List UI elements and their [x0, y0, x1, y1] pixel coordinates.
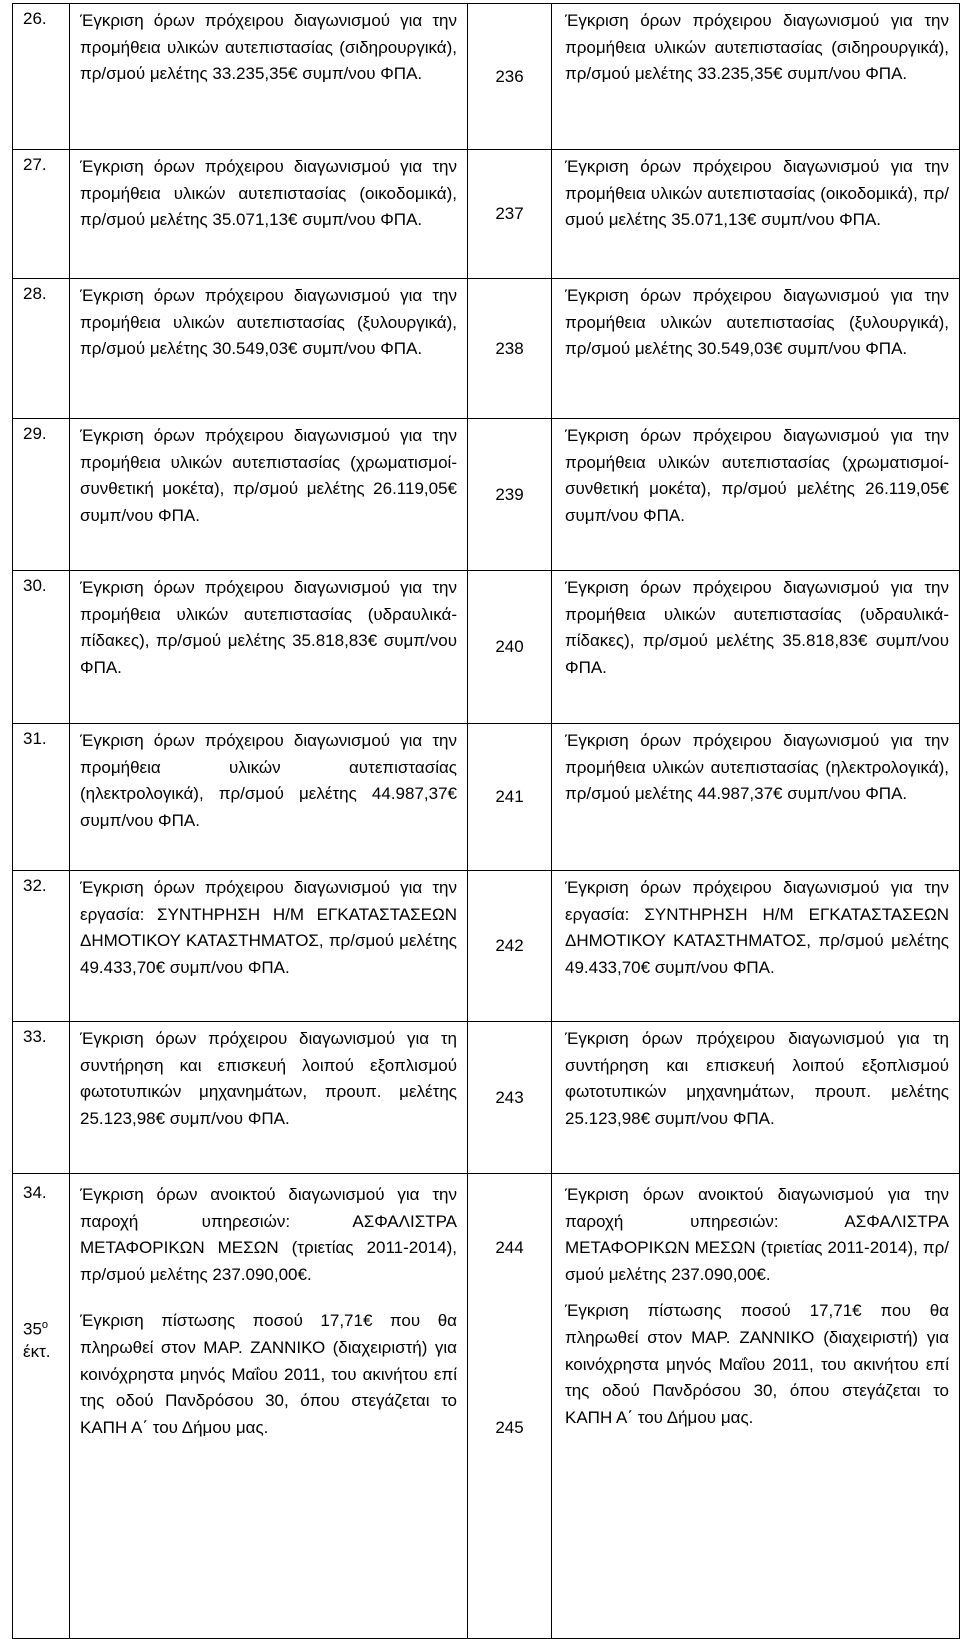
- item-number-cell: [13, 279, 70, 419]
- decisions-table: [12, 3, 960, 1639]
- decision-text-cell: [552, 279, 960, 419]
- subject-cell: [70, 1174, 468, 1639]
- item-subject: Έγκριση όρων πρόχειρου διαγωνισμού για τη συντήρηση και επισκευή λοιπού εξοπλισμού φωτοτυπικών μηχανημάτων, προυπ. μελέτης 25.123,98€ συμπ/νου ΦΠΑ.: [80, 1029, 457, 1128]
- item-number-cell: [13, 571, 70, 724]
- decision-number: 241: [495, 787, 524, 806]
- decision-number: 244: [495, 1238, 524, 1257]
- item-number-suffix: έκτ.: [23, 1341, 51, 1361]
- decision-text: Έγκριση όρων πρόχειρου διαγωνισμού για την προμήθεια υλικών αυτεπιστασίας (ξυλουργικά), πρ/σμού μελέτης 30.549,03€ συμπ/νου ΦΠΑ.: [565, 286, 949, 359]
- decision-number-cell: [468, 4, 552, 150]
- decision-number: 243: [495, 1087, 524, 1107]
- subject-cell: [70, 724, 468, 871]
- decision-text-cell: [552, 4, 960, 150]
- decision-number: 240: [495, 637, 524, 656]
- table-row: [13, 724, 960, 871]
- table-row: [13, 4, 960, 150]
- table-row: [13, 279, 960, 419]
- subject-cell: [70, 279, 468, 419]
- decision-number: 239: [495, 484, 524, 504]
- decision-text: Έγκριση όρων πρόχειρου διαγωνισμού για την εργασία: ΣΥΝΤΗΡΗΣΗ Η/Μ ΕΓΚΑΤΑΣΤΑΣΕΩΝ ΔΗΜΟΤΙΚΟΥ ΚΑΤΑΣΤΗΜΑΤΟΣ, πρ/σμού μελέτης 49.433,70€ συμπ/νου ΦΠΑ.: [565, 878, 949, 977]
- table-row: [13, 571, 960, 724]
- subject-cell: [70, 571, 468, 724]
- item-subject: Έγκριση όρων πρόχειρου διαγωνισμού για την προμήθεια υλικών αυτεπιστασίας (χρωματισμοί-συνθετική μοκέτα), πρ/σμού μελέτης 26.119,05€ συμπ/νου ΦΠΑ.: [80, 426, 457, 525]
- item-subject: Έγκριση όρων πρόχειρου διαγωνισμού για την προμήθεια υλικών αυτεπιστασίας (ηλεκτρολογικά), πρ/σμού μελέτης 44.987,37€ συμπ/νου ΦΠΑ.: [80, 731, 457, 830]
- item-number: 29.: [23, 424, 47, 443]
- decision-number-cell: [468, 1174, 552, 1639]
- subject-cell: [70, 1022, 468, 1174]
- item-number: 31.: [23, 729, 47, 748]
- decision-number-cell: [468, 150, 552, 279]
- decision-text: Έγκριση όρων πρόχειρου διαγωνισμού για την προμήθεια υλικών αυτεπιστασίας (χρωματισμοί-συνθετική μοκέτα), πρ/σμού μελέτης 26.119,05€ συμπ/νου ΦΠΑ.: [565, 426, 949, 525]
- item-number: 27.: [23, 155, 47, 174]
- decision-text-cell: [552, 419, 960, 571]
- item-number-cell: [13, 150, 70, 279]
- item-number: 33.: [23, 1027, 47, 1046]
- item-number-main: 35: [23, 1319, 42, 1339]
- subject-cell: [70, 150, 468, 279]
- item-subject: Έγκριση όρων πρόχειρου διαγωνισμού για την προμήθεια υλικών αυτεπιστασίας (σιδηρουργικά), πρ/σμού μελέτης 33.235,35€ συμπ/νου ΦΠΑ.: [80, 11, 457, 84]
- item-number-cell: [13, 1022, 70, 1174]
- decision-text-cell: [552, 724, 960, 871]
- item-number-stack: [23, 1182, 69, 1363]
- decision-number-cell: [468, 871, 552, 1022]
- item-subject: Έγκριση όρων πρόχειρου διαγωνισμού για την εργασία: ΣΥΝΤΗΡΗΣΗ Η/Μ ΕΓΚΑΤΑΣΤΑΣΕΩΝ ΔΗΜΟΤΙΚΟΥ ΚΑΤΑΣΤΗΜΑΤΟΣ, πρ/σμού μελέτης 49.433,70€ συμπ/νου ΦΠΑ.: [80, 878, 457, 977]
- item-number-ordinal: ο: [41, 1319, 49, 1331]
- item-subject: Έγκριση όρων πρόχειρου διαγωνισμού για την προμήθεια υλικών αυτεπιστασίας (ξυλουργικά), πρ/σμού μελέτης 30.549,03€ συμπ/νου ΦΠΑ.: [80, 286, 457, 359]
- decision-text: Έγκριση πίστωσης ποσού 17,71€ που θα πληρωθεί στον ΜΑΡ. ΖΑΝΝΙΚΟ (διαχειριστή) για κοινόχρηστα μηνός Μαΐου 2011, του ακινήτου επί της οδού Πανδρόσου 30, όπου στεγάζεται το ΚΑΠΗ Α΄ του Δήμου μας.: [565, 1301, 949, 1427]
- table-row: [13, 1022, 960, 1174]
- decision-text: Έγκριση όρων πρόχειρου διαγωνισμού για τη συντήρηση και επισκευή λοιπού εξοπλισμού φωτοτυπικών μηχανημάτων, προυπ. μελέτης 25.123,98€ συμπ/νου ΦΠΑ.: [565, 1029, 949, 1128]
- item-number: 30.: [23, 576, 47, 595]
- decision-number-cell: [468, 279, 552, 419]
- table-row: [13, 871, 960, 1022]
- subject-cell: [70, 4, 468, 150]
- subject-cell: [70, 419, 468, 571]
- item-number-cell: [13, 4, 70, 150]
- item-number: 32.: [23, 876, 47, 895]
- table-row: [13, 150, 960, 279]
- decision-text-cell: [552, 1022, 960, 1174]
- table-row: [13, 1174, 960, 1639]
- item-subject: Έγκριση όρων ανοικτού διαγωνισμού για την παροχή υπηρεσιών: ΑΣΦΑΛΙΣΤΡΑ ΜΕΤΑΦΟΡΙΚΩΝ ΜΕΣΩΝ (τριετίας 2011-2014), πρ/σμού μελέτης 237.090,00€.: [80, 1185, 457, 1284]
- item-number-35: [23, 1314, 69, 1363]
- decision-text: Έγκριση όρων πρόχειρου διαγωνισμού για την προμήθεια υλικών αυτεπιστασίας (οικοδομικά), πρ/σμού μελέτης 35.071,13€ συμπ/νου ΦΠΑ.: [565, 157, 949, 230]
- decision-number: 245: [495, 1418, 524, 1437]
- decision-number: 237: [495, 204, 524, 223]
- decision-text-cell: [552, 1174, 960, 1639]
- item-number-cell: [13, 1174, 70, 1639]
- decision-text-cell: [552, 571, 960, 724]
- item-subject: Έγκριση όρων πρόχειρου διαγωνισμού για την προμήθεια υλικών αυτεπιστασίας (οικοδομικά), πρ/σμού μελέτης 35.071,13€ συμπ/νου ΦΠΑ.: [80, 157, 457, 230]
- item-number: 26.: [23, 9, 47, 28]
- decision-text: Έγκριση όρων ανοικτού διαγωνισμού για την παροχή υπηρεσιών: ΑΣΦΑΛΙΣΤΡΑ ΜΕΤΑΦΟΡΙΚΩΝ ΜΕΣΩΝ (τριετίας 2011-2014), πρ/σμού μελέτης 237.090,00€.: [565, 1185, 949, 1284]
- item-number: 28.: [23, 284, 47, 303]
- subject-cell: [70, 871, 468, 1022]
- decision-text-cell: [552, 150, 960, 279]
- decision-number-cell: [468, 419, 552, 571]
- decision-number-cell: [468, 571, 552, 724]
- item-number-cell: [13, 724, 70, 871]
- item-number: 34.: [23, 1183, 47, 1202]
- decision-number: 236: [495, 66, 524, 86]
- decision-text: Έγκριση όρων πρόχειρου διαγωνισμού για την προμήθεια υλικών αυτεπιστασίας (ηλεκτρολογικά), πρ/σμού μελέτης 44.987,37€ συμπ/νου ΦΠΑ.: [565, 731, 949, 804]
- decision-number-cell: [468, 724, 552, 871]
- item-subject: Έγκριση όρων πρόχειρου διαγωνισμού για την προμήθεια υλικών αυτεπιστασίας (υδραυλικά-πίδακες), πρ/σμού μελέτης 35.818,83€ συμπ/νου ΦΠΑ.: [80, 578, 457, 677]
- decision-text: Έγκριση όρων πρόχειρου διαγωνισμού για την προμήθεια υλικών αυτεπιστασίας (σιδηρουργικά), πρ/σμού μελέτης 33.235,35€ συμπ/νου ΦΠΑ.: [565, 11, 949, 84]
- decision-text: Έγκριση όρων πρόχειρου διαγωνισμού για την προμήθεια υλικών αυτεπιστασίας (υδραυλικά-πίδακες), πρ/σμού μελέτης 35.818,83€ συμπ/νου ΦΠΑ.: [565, 578, 949, 677]
- item-number-cell: [13, 419, 70, 571]
- decision-number: 242: [495, 936, 524, 955]
- table-row: [13, 419, 960, 571]
- item-subject: Έγκριση πίστωσης ποσού 17,71€ που θα πληρωθεί στον ΜΑΡ. ΖΑΝΝΙΚΟ (διαχειριστή) για κοινόχρηστα μηνός Μαΐου 2011, του ακινήτου επί της οδού Πανδρόσου 30, όπου στεγάζεται το ΚΑΠΗ Α΄ του Δήμου μας.: [80, 1311, 457, 1437]
- decision-number-cell: [468, 1022, 552, 1174]
- item-number-cell: [13, 871, 70, 1022]
- decision-number: 238: [495, 338, 524, 358]
- decision-text-cell: [552, 871, 960, 1022]
